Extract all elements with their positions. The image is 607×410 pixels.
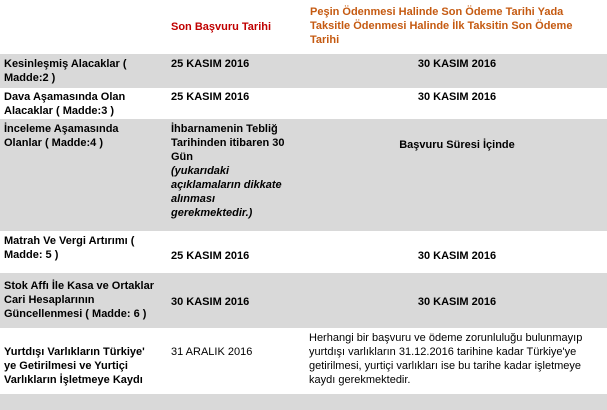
row-deadline: İhbarnamenin Tebliğ Tarihinden itibaren 30 Gün — [171, 123, 285, 163]
header-deadline: Son Başvuru Tarihi — [171, 21, 272, 33]
row-payment: 30 KASIM 2016 — [417, 250, 497, 262]
row-note: (yukarıdaki açıklamaların dikkate alınması gerekmektedir.) — [171, 165, 282, 219]
row-deadline: 25 KASIM 2016 — [171, 250, 250, 262]
row-payment: Herhangi bir başvuru ve ödeme zorunluluğu bulunmayıp yurtdışı varlıkların 31.12.2016 tarihine kadar Türkiye'ye getirilmesi, yurtiçi varlıkları ise bu tarihe kadar işletmeye kaydı gerekmektedir. — [309, 332, 583, 386]
table-footer-strip — [0, 394, 607, 410]
header-payment: Peşin Ödenmesi Halinde Son Ödeme Tarihi Yada Taksitle Ödenmesi Halinde İlk Taksitin Son Ödeme Tarihi — [310, 6, 573, 46]
row-title: Matrah Ve Vergi Artırımı ( Madde: 5 ) — [4, 235, 135, 261]
row-payment: Başvuru Süresi İçinde — [399, 139, 515, 151]
table-row — [0, 54, 607, 88]
row-deadline: 31 ARALIK 2016 — [171, 346, 253, 358]
row-payment: 30 KASIM 2016 — [417, 91, 497, 103]
row-payment: 30 KASIM 2016 — [417, 296, 497, 308]
row-deadline: 25 KASIM 2016 — [171, 58, 250, 70]
row-payment: 30 KASIM 2016 — [417, 58, 497, 70]
row-title: Stok Affı İle Kasa ve Ortaklar Cari Hesaplarının Güncellenmesi ( Madde: 6 ) — [4, 280, 154, 320]
table-row — [0, 231, 607, 273]
table-row — [0, 119, 607, 231]
row-title: Kesinleşmiş Alacaklar ( Madde:2 ) — [4, 58, 127, 84]
row-deadline: 25 KASIM 2016 — [171, 91, 250, 103]
row-deadline: 30 KASIM 2016 — [171, 296, 250, 308]
row-title: İnceleme Aşamasında Olanlar ( Madde:4 ) — [4, 123, 119, 149]
row-title: Yurtdışı Varlıkların Türkiye' ye Getirilmesi ve Yurtiçi Varlıkların İşletmeye Kaydı — [4, 346, 145, 386]
table-row — [0, 273, 607, 328]
table-row — [0, 89, 607, 119]
header-row — [0, 0, 607, 54]
row-title: Dava Aşamasında Olan Alacaklar ( Madde:3 ) — [4, 91, 126, 117]
table-row — [0, 328, 607, 394]
